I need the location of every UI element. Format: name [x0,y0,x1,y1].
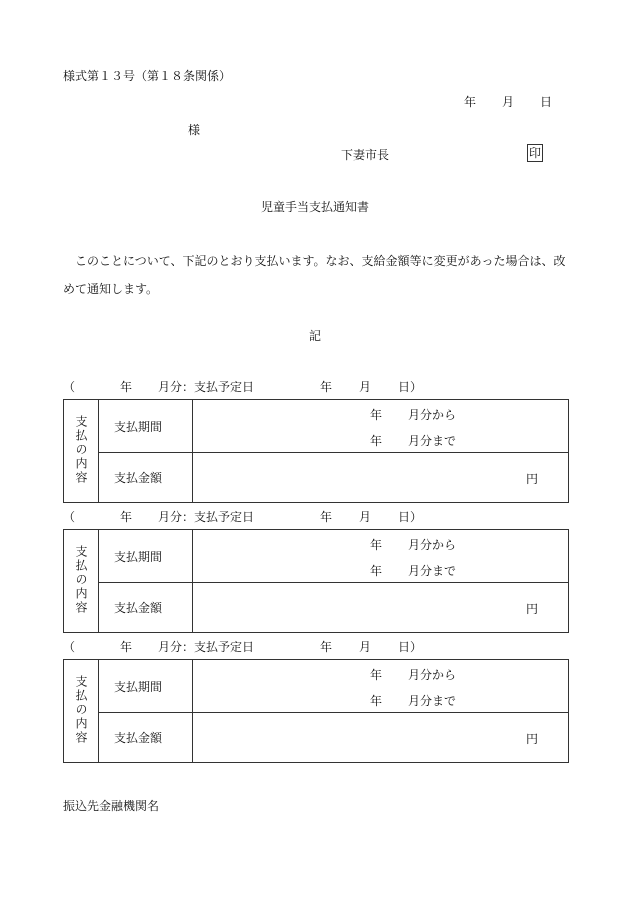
amount-label: 支払金額 [99,583,193,633]
issuer-name: 下妻市長 [341,148,390,162]
open-paren: （ [63,510,76,524]
amount-label: 支払金額 [99,453,193,503]
amount-label: 支払金額 [99,713,193,763]
bank-label: 振込先金融機関名 [63,799,160,813]
pay-year: 年 [320,640,333,654]
period-cell: 年 月分から 年 月分まで [193,530,569,583]
payment-period-line [63,508,569,524]
payment-content-label: 支払の内容 [64,660,99,763]
addressee-suffix: 様 [188,123,201,137]
record-label: 記 [308,329,321,343]
pay-year: 年 [320,510,333,524]
payment-period-line [63,638,569,654]
notice-body: このことについて、下記のとおり支払います。なお、支給金額等に変更があった場合は、改めて通知します。 [63,254,566,296]
pay-month: 月 [359,510,372,524]
payment-content-label: 支払の内容 [64,400,99,503]
date-month: 月 [502,95,515,109]
payment-content-label: 支払の内容 [64,530,99,633]
period-label: 支払期間 [99,530,193,583]
period-cell: 年 月分から 年 月分まで [193,660,569,713]
open-paren: （ [63,380,76,394]
pay-year: 年 [320,380,333,394]
date-day: 日 [540,95,553,109]
period-month-schedule: 月分：支払予定日 [158,510,255,524]
seal-mark: 印 [529,146,542,160]
period-cell: 年 月分から 年 月分まで [193,400,569,453]
period-label: 支払期間 [99,660,193,713]
payment-table [63,659,569,763]
pay-day: 日） [398,640,423,654]
payment-table [63,529,569,633]
pay-day: 日） [398,380,423,394]
pay-day: 日） [398,510,423,524]
payment-table [63,399,569,503]
period-label: 支払期間 [99,400,193,453]
date-year: 年 [464,95,477,109]
period-year: 年 [120,640,133,654]
period-month-schedule: 月分：支払予定日 [158,640,255,654]
period-month-schedule: 月分：支払予定日 [158,380,255,394]
open-paren: （ [63,640,76,654]
period-year: 年 [120,380,133,394]
amount-cell: 円 [193,713,569,763]
period-year: 年 [120,510,133,524]
amount-cell: 円 [193,453,569,503]
amount-cell: 円 [193,583,569,633]
document-title: 児童手当支払通知書 [260,200,369,214]
form-number: 様式第１３号（第１８条関係） [63,69,232,83]
payment-period-line [63,378,569,394]
pay-month: 月 [359,640,372,654]
pay-month: 月 [359,380,372,394]
